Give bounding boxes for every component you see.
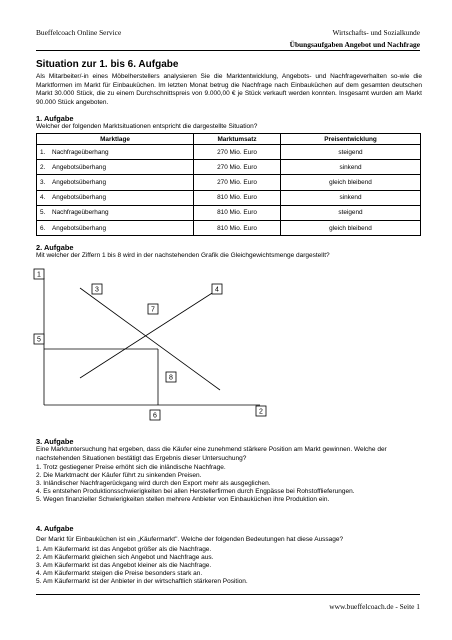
graph-marker-label: 3 [95, 286, 99, 294]
list-item: 1. Am Käufermarkt ist das Angebot größer als die Nachfrage. [36, 546, 212, 553]
list-item: 1. Trotz gestiegener Preise erhöht sich die inländische Nachfrage. [36, 464, 226, 471]
column-header-preisentwicklung: Preisentwicklung [281, 134, 421, 145]
task1-heading: 1. Aufgabe [36, 114, 74, 123]
list-item: 5. Wegen finanzieller Schwierigkeiten stellen mehrere Anbieter von Einbauküchen ihre Produktion ein. [36, 496, 330, 503]
column-header-marktlage: Marktlage [37, 134, 194, 145]
header-rule [36, 50, 420, 51]
row-number: 5. [40, 209, 46, 217]
graph-marker-label: 8 [169, 374, 173, 382]
supply-demand-graph [30, 268, 274, 422]
header-right: Wirtschafts- und Sozialkunde [332, 28, 420, 37]
preisentwicklung-cell: sinkend [281, 160, 421, 175]
supply-curve [80, 288, 220, 378]
page-title: Situation zur 1. bis 6. Aufgabe [36, 59, 179, 70]
task2-heading: 2. Aufgabe [36, 243, 74, 252]
marktumsatz-cell: 810 Mio. Euro [194, 205, 281, 220]
marktlage-cell [37, 145, 194, 160]
marktlage-cell [37, 190, 194, 205]
graph-marker-label: 7 [151, 306, 155, 314]
marktlage-cell [37, 160, 194, 175]
graph-marker-box [148, 304, 158, 314]
task4-question: Der Markt für Einbauküchen ist ein „Käufermarkt". Welche der folgenden Bedeutungen hat diese Aussage? [36, 536, 344, 543]
graph-marker-label: 6 [153, 412, 157, 420]
marktumsatz-cell: 270 Mio. Euro [194, 145, 281, 160]
preisentwicklung-cell: steigend [281, 145, 421, 160]
footer-rule [36, 594, 420, 595]
preisentwicklung-cell: steigend [281, 205, 421, 220]
table-row [37, 145, 421, 160]
graph-marker-box [92, 284, 102, 294]
graph-marker-label: 4 [215, 286, 219, 294]
preisentwicklung-cell: gleich bleibend [281, 175, 421, 190]
marktlage-cell [37, 220, 194, 235]
graph-marker-box [150, 410, 160, 420]
task4-heading: 4. Aufgabe [36, 524, 74, 533]
graph-marker-box [34, 269, 44, 279]
task4-options [36, 546, 422, 586]
intro-paragraph: Als Mitarbeiter/-in eines Möbelherstellers analysieren Sie die Marktentwicklung, Angebots- und Nachfrageverhalten so-wie die Marktformen im Markt für Einbauküchen. Im letzten Monat betrug die Nachfrage nach Einbauküchen auf dem gesamten deutschen Markt 30.000 Stück, die zu einem Durchschnittspreis von 9.000,00 € je Stück verkauft werden konnten. Insgesamt wurden am Markt 90.000 Stück angeboten. [36, 73, 422, 106]
marktumsatz-cell: 270 Mio. Euro [194, 160, 281, 175]
row-number: 1. [40, 148, 46, 156]
marktlage-text: Angebotsüberhang [52, 224, 107, 232]
table-row [37, 220, 421, 235]
table-header-row [37, 134, 421, 145]
table-row [37, 175, 421, 190]
marktlage-text: Angebotsüberhang [52, 163, 107, 171]
row-number: 6. [40, 224, 46, 232]
demand-curve [80, 288, 220, 390]
marktlage-text: Nachfrageüberhang [52, 148, 109, 156]
market-table [36, 133, 421, 236]
marktlage-text: Nachfrageüberhang [52, 209, 109, 217]
graph-marker-label: 5 [37, 336, 41, 344]
list-item: 5. Am Käufermarkt ist der Anbieter in der wirtschaftlich stärkeren Position. [36, 578, 248, 585]
column-header-marktumsatz: Marktumsatz [194, 134, 281, 145]
row-number: 2. [40, 163, 46, 171]
list-item: 2. Am Käufermarkt gleichen sich Angebot und Nachfrage aus. [36, 554, 214, 561]
marktlage-text: Angebotsüberhang [52, 178, 107, 186]
preisentwicklung-cell: gleich bleibend [281, 220, 421, 235]
list-item: 3. Inländischer Nachfragerückgang wird durch den Export mehr als ausgeglichen. [36, 480, 271, 487]
task3-options [36, 464, 422, 504]
table-row [37, 205, 421, 220]
row-number: 3. [40, 178, 46, 186]
list-item: 4. Am Käufermarkt steigen die Preise besonders stark an. [36, 570, 203, 577]
list-item: 3. Am Käufermarkt ist das Angebot kleiner als die Nachfrage. [36, 562, 212, 569]
graph-marker-box [166, 372, 176, 382]
row-number: 4. [40, 194, 46, 202]
marktumsatz-cell: 810 Mio. Euro [194, 190, 281, 205]
preisentwicklung-cell: sinkend [281, 190, 421, 205]
graph-marker-box [34, 334, 44, 344]
list-item: 2. Die Marktmacht der Käufer führt zu sinkenden Preisen. [36, 472, 202, 479]
task1-question: Welcher der folgenden Marktsituationen entspricht die dargestellte Situation? [36, 123, 258, 130]
task3-question: Eine Marktuntersuchung hat ergeben, dass die Käufer eine zunehmend stärkere Position am Markt gewinnen. Welche der nachstehenden Situationen bestätigt das Ergebnis dieser Untersuchung? [36, 446, 387, 462]
graph-marker-box [212, 284, 222, 294]
graph-marker-label: 2 [259, 408, 263, 416]
graph-marker-box [256, 406, 266, 416]
list-item: 4. Es entstehen Produktionsschwierigkeiten bei allen Herstellerfirmen durch Engpässe bei Rohstofflieferungen. [36, 488, 355, 495]
marktlage-text: Angebotsüberhang [52, 194, 107, 202]
graph-marker-label: 1 [37, 271, 41, 279]
marktumsatz-cell: 810 Mio. Euro [194, 220, 281, 235]
task3-heading: 3. Aufgabe [36, 437, 74, 446]
header-subtitle: Übungsaufgaben Angebot und Nachfrage [289, 40, 420, 49]
task2-question: Mit welcher der Ziffern 1 bis 8 wird in der nachstehenden Grafik die Gleichgewichtsmenge dargestellt? [36, 252, 330, 259]
marktumsatz-cell: 270 Mio. Euro [194, 175, 281, 190]
marktlage-cell [37, 175, 194, 190]
marktlage-cell [37, 205, 194, 220]
table-row [37, 190, 421, 205]
table-row [37, 160, 421, 175]
footer-text: www.bueffelcoach.de - Seite 1 [329, 602, 420, 611]
header-left: Bueffelcoach Online Service [36, 28, 122, 37]
